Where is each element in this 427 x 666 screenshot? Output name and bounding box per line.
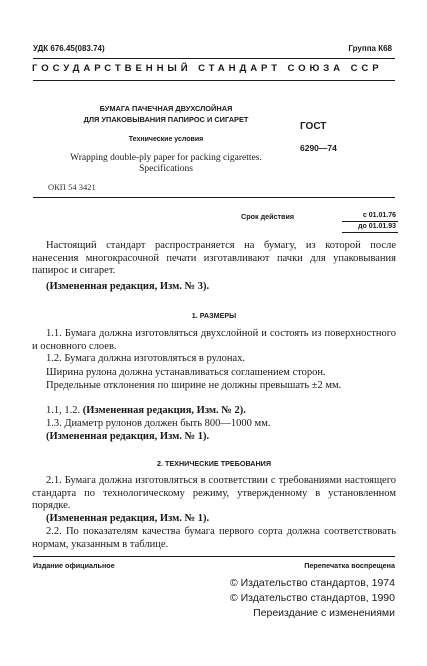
standard-banner: ГОСУДАРСТВЕННЫЙ СТАНДАРТ СОЮЗА ССР xyxy=(32,63,383,74)
reissue-note: Переиздание с изменениями xyxy=(253,607,395,619)
clause-ref: 1.1, 1.2. xyxy=(46,405,81,416)
copyright-1990: © Издательство стандартов, 1990 xyxy=(229,592,395,604)
clause-1-1-1-2-note xyxy=(32,405,396,418)
title-line-2: ДЛЯ УПАКОВЫВАНИЯ ПАПИРОС И СИГАРЕТ xyxy=(83,115,249,124)
english-title-line-2: Specifications xyxy=(139,163,193,174)
clause-1-2-tolerance: Предельные отклонения по ширине не должны превышать ±2 мм. xyxy=(46,380,342,391)
gost-label: ГОСТ xyxy=(300,121,327,132)
validity-from: с 01.01.76 xyxy=(342,211,398,222)
intro-text: Настоящий стандарт распространяется на бумагу, из которой после нанесения многокрасочной печати изготавливают пачки для упаковывания папирос и сигарет. xyxy=(32,240,396,276)
clause-2-1: 2.1. Бумага должна изготовляться в соответствии с требованиями настоящего стандарта по технологическому режиму, утвержденному в установленном порядке. xyxy=(32,475,396,511)
footer-rule xyxy=(33,556,395,557)
copyright-1974: © Издательство стандартов, 1974 xyxy=(229,577,395,589)
intro-edit: (Измененная редакция, Изм. № 3). xyxy=(46,281,210,292)
english-title xyxy=(48,153,284,174)
official-edition: Издание официальное xyxy=(33,561,115,570)
validity-dates xyxy=(342,211,398,233)
document-subtitle: Технические условия xyxy=(128,136,204,143)
gost-number: 6290—74 xyxy=(300,143,337,153)
group-code: Группа К68 xyxy=(348,44,392,53)
clause-edit-2: (Измененная редакция, Изм. № 2). xyxy=(82,405,246,416)
intro-edit-note xyxy=(32,281,396,294)
section-2-heading: 2. ТЕХНИЧЕСКИЕ ТРЕБОВАНИЯ xyxy=(157,459,271,468)
validity-to: до 01.01.93 xyxy=(342,222,398,233)
header-rule-top xyxy=(33,58,395,59)
intro-paragraph xyxy=(32,240,396,278)
english-title-line-1: Wrapping double-ply paper for packing cigarettes. xyxy=(70,153,262,163)
section-1-heading: 1. РАЗМЕРЫ xyxy=(191,311,237,320)
clause-1-1: 1.1. Бумага должна изготовляться двухслойной и состоять из поверхностного и основного слоев. xyxy=(32,328,396,352)
document-title xyxy=(66,103,266,125)
clause-1-3-note xyxy=(32,431,396,444)
clause-2-1-edit: (Измененная редакция, Изм. № 1). xyxy=(46,513,210,524)
clause-2-1-note xyxy=(32,513,396,526)
clause-edit-1: (Измененная редакция, Изм. № 1). xyxy=(46,431,210,442)
clause-1-2: 1.2. Бумага должна изготовляться в рулонах. xyxy=(46,353,246,364)
validity-label: Срок действия xyxy=(241,212,295,221)
title-rule xyxy=(33,197,395,198)
title-line-1: БУМАГА ПАЧЕЧНАЯ ДВУХСЛОЙНАЯ xyxy=(99,104,233,113)
clause-1-2-width: Ширина рулона должна устанавливаться соглашением сторон. xyxy=(46,367,326,378)
clause-1-3: 1.3. Диаметр рулонов должен быть 800—1000 мм. xyxy=(46,418,271,429)
udk-code: УДК 676.45(083.74) xyxy=(33,44,105,53)
reprint-notice: Перепечатка воспрещена xyxy=(304,561,395,570)
okp-code: ОКП 54 3421 xyxy=(48,182,96,192)
header-rule-bottom xyxy=(33,80,395,81)
clause-2-2: 2.2. По показателям качества бумага первого сорта должна соответствовать нормам, указанным в таблице. xyxy=(32,526,396,550)
